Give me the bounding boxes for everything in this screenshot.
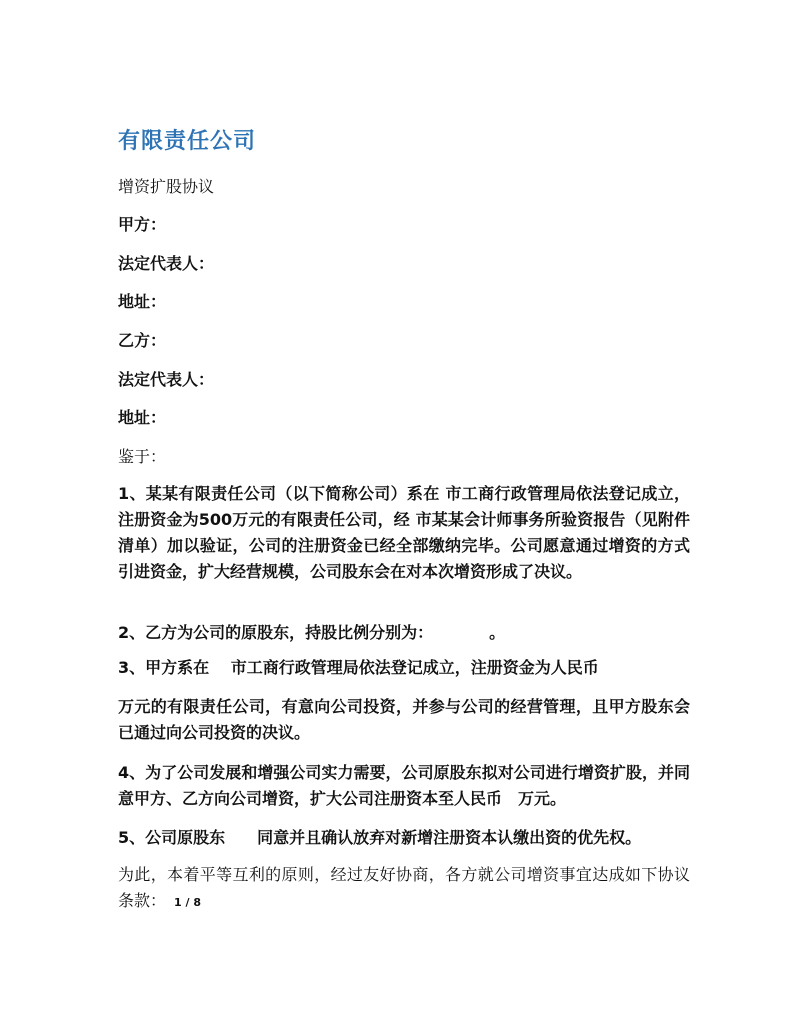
clause-1: 1、某某有限责任公司（以下简称公司）系在 市工商行政管理局依法登记成立，注册资金为500万元的有限责任公司，经 市某某会计师事务所验资报告（见附件清单）加以验证，公司的注册资金已经全部缴纳完毕。公司愿意通过增资的方式引进资金，扩大经营规模，公司股东会在对本次增资形成了决议。	[118, 484, 690, 581]
clause-3-line-2: 万元的有限责任公司，有意向公司投资，并参与公司的经营管理，且甲方股东会已通过向公司投资的决议。	[118, 697, 690, 742]
closing-paragraph	[118, 862, 690, 916]
agreement-subtitle: 增资扩股协议	[118, 177, 215, 196]
closing-text: 为此，本着平等互利的原则，经过友好协商，各方就公司增资事宜达成如下协议条款：	[118, 865, 690, 910]
page-number: 1 / 8	[174, 896, 201, 909]
clause-3-line-1: 3、甲方系在 市工商行政管理局依法登记成立，注册资金为人民币	[118, 658, 599, 677]
party-b-label: 乙方：	[118, 331, 167, 350]
party-b-address-label: 地址：	[118, 408, 167, 427]
clause-5: 5、公司原股东 同意并且确认放弃对新增注册资本认缴出资的优先权。	[118, 828, 642, 847]
whereas-label: 鉴于：	[118, 447, 167, 466]
clause-4: 4、为了公司发展和增强公司实力需要，公司原股东拟对公司进行增资扩股，并同意甲方、乙方向公司增资，扩大公司注册资本至人民币 万元。	[118, 763, 690, 808]
document-title: 有限责任公司	[118, 129, 257, 154]
party-a-representative-label: 法定代表人：	[118, 254, 215, 273]
party-b-representative-label: 法定代表人：	[118, 370, 215, 389]
party-a-label: 甲方：	[118, 215, 167, 234]
clause-2: 2、乙方为公司的原股东，持股比例分别为： 。	[118, 623, 506, 642]
party-a-address-label: 地址：	[118, 292, 167, 311]
